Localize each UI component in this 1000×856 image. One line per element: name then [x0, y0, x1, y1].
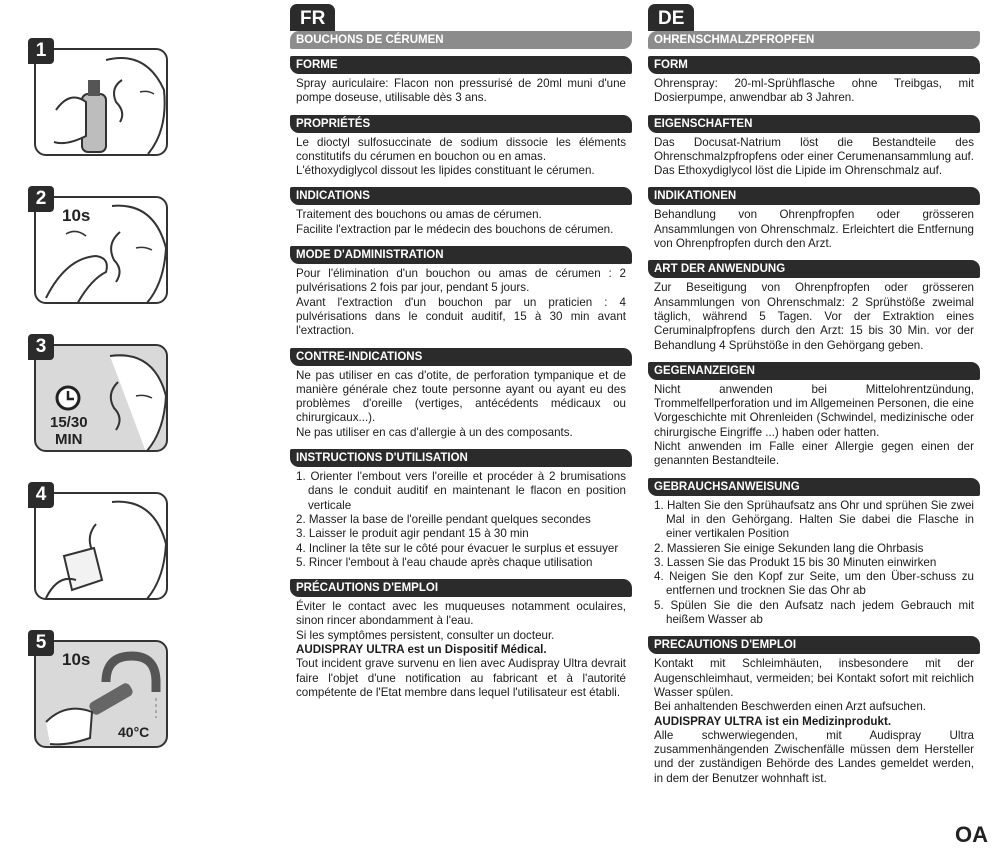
- medical-device-notice: AUDISPRAY ULTRA est un Dispositif Médical.: [296, 643, 547, 657]
- section-heading: EIGENSCHAFTEN: [648, 115, 980, 133]
- brand-logo: OA: [955, 822, 988, 847]
- list-item: 5. Spülen Sie die den Aufsatz nach jedem Gebrauch mit heißem Wasser ab: [654, 598, 974, 627]
- section-precautions: [290, 579, 632, 700]
- water-temperature: 40°C: [118, 724, 150, 740]
- section-text: Zur Beseitigung von Ohrenpfropfen oder grösseren Ansammlungen von Ohrenschmalz: 2 Sprühstöße zweimal täglich, während 5 Tagen. Vor der Extraktion eines Ceruminalpfropfens durch den Arzt: 15 bis 30 Min. vor der Behandlung 4 Sprühstöße in den Gehörgang geben.: [654, 281, 974, 352]
- section-indications: [290, 187, 632, 237]
- section-heading: FORME: [290, 56, 632, 74]
- list-item: 5. Rincer l'embout à l'eau chaude après chaque utilisation: [296, 555, 593, 569]
- section-heading: PRECAUTIONS D'EMPLOI: [648, 636, 980, 654]
- list-item: 1. Halten Sie den Sprühaufsatz ans Ohr und sprühen Sie zwei Mal in den Gehörgang. Halten Sie dabei die Flasche in einer vertikalen Position: [654, 498, 974, 541]
- language-tab-fr: FR: [290, 4, 335, 31]
- step-duration: 10s: [62, 650, 91, 669]
- step-number: 1: [28, 38, 54, 64]
- section-heading: GEGENANZEIGEN: [648, 362, 980, 380]
- product-title: OHRENSCHMALZPFROPFEN: [648, 31, 980, 49]
- step-4: [28, 482, 170, 600]
- section-text: Das Docusat-Natrium löst die Bestandteile des Ohrenschmalzpfropfens oder einer Cerumenansammlung auf. Das Ethoxydiglycol löst die Lipide im Ohrenschmalz auf.: [654, 135, 974, 178]
- list-item: 2. Massieren Sie einige Sekunden lang die Ohrbasis: [654, 541, 924, 555]
- step-duration: 15/30 MIN: [50, 414, 88, 448]
- list-item: 4. Neigen Sie den Kopf zur Seite, um den Über-schuss zu entfernen und trocknen Sie das Ohr ab: [654, 570, 974, 598]
- spray-in-ear-illustration: [36, 50, 168, 156]
- section-gebrauchsanweisung: [648, 478, 980, 628]
- section-text: Ne pas utiliser en cas d'allergie à un des composants.: [296, 425, 573, 439]
- section-text: Facilite l'extraction par le médecin des bouchons de cérumen.: [296, 222, 614, 236]
- section-contre-indications: [290, 348, 632, 440]
- section-text: L'éthoxydiglycol dissout les lipides constituant le cérumen.: [296, 164, 595, 178]
- section-text: Traitement des bouchons ou amas de cérumen.: [296, 208, 542, 222]
- step-number: 5: [28, 630, 54, 656]
- section-text: Behandlung von Ohrenpfropfen oder grösseren Ansammlungen von Ohrenschmalz. Erleichtert die Entfernung von Ohrenpfropfen durch den Arzt.: [654, 208, 974, 251]
- section-text: Avant l'extraction d'un bouchon par un praticien : 4 pulvérisations dans le conduit auditif, 15 à 30 min avant l'extraction.: [296, 295, 626, 338]
- step-3: [28, 334, 170, 452]
- section-heading: PRÉCAUTIONS D'EMPLOI: [290, 579, 632, 597]
- section-heading: GEBRAUCHSANWEISUNG: [648, 478, 980, 496]
- list-item: 3. Laisser le produit agir pendant 15 à 30 min: [296, 527, 529, 541]
- step-illustration: [34, 344, 168, 452]
- section-text: Éviter le contact avec les muqueuses notamment oculaires, sinon rincer abondamment à l'eau.: [296, 600, 626, 628]
- language-tab-de: DE: [648, 4, 694, 31]
- section-precautions: [648, 636, 980, 786]
- section-mode-administration: [290, 246, 632, 338]
- step-1: [28, 38, 170, 156]
- section-text: Tout incident grave survenu en lien avec Audispray Ultra devrait faire l'objet d'une notification au fabricant et à l'autorité compétente de l'Etat membre dans lequel l'utilisateur est établi.: [296, 657, 626, 699]
- wipe-ear-illustration: [36, 494, 168, 600]
- section-heading: PROPRIÉTÉS: [290, 115, 632, 133]
- step-5: [28, 630, 170, 748]
- step-number: 3: [28, 334, 54, 360]
- section-text: Kontakt mit Schleimhäuten, insbesondere mit der Augenschleimhaut, vermeiden; bei Kontakt sofort mit reichlich Wasser spülen.: [654, 657, 974, 699]
- section-text: Ohrenspray: 20-ml-Sprühflasche ohne Treibgas, mit Dosierpumpe, anwendbar ab 3 Jahren.: [654, 77, 974, 105]
- section-text: Spray auriculaire: Flacon non pressurisé de 20ml muni d'une pompe doseuse, utilisable dès 3 ans.: [296, 77, 626, 105]
- section-indikationen: [648, 187, 980, 251]
- step-2: [28, 186, 170, 304]
- section-heading: MODE D'ADMINISTRATION: [290, 246, 632, 264]
- step-number: 4: [28, 482, 54, 508]
- section-heading: FORM: [648, 56, 980, 74]
- list-item: 1. Orienter l'embout vers l'oreille et procéder à 2 brumisations dans le conduit auditif en maintenant le flacon en position verticale: [296, 470, 626, 512]
- section-text: Le dioctyl sulfosuccinate de sodium dissocie les éléments constitutifs du cérumen en bouchon ou en amas.: [296, 135, 626, 163]
- product-title: BOUCHONS DE CÉRUMEN: [290, 31, 632, 49]
- section-heading: CONTRE-INDICATIONS: [290, 348, 632, 366]
- section-heading: INDICATIONS: [290, 187, 632, 205]
- step-number: 2: [28, 186, 54, 212]
- section-heading: INSTRUCTIONS D'UTILISATION: [290, 449, 632, 467]
- step-illustration: [34, 196, 168, 304]
- section-art-der-anwendung: [648, 260, 980, 352]
- french-column: [290, 4, 632, 700]
- german-column: [648, 4, 980, 786]
- section-form: [648, 56, 980, 106]
- step-illustration: [34, 492, 168, 600]
- section-heading: INDIKATIONEN: [648, 187, 980, 205]
- section-heading: ART DER ANWENDUNG: [648, 260, 980, 278]
- step-illustration: [34, 48, 168, 156]
- list-item: 3. Lassen Sie das Produkt 15 bis 30 Minuten einwirken: [654, 555, 937, 569]
- section-text: Nicht anwenden im Falle einer Allergie gegen einen der genannten Bestandteile.: [654, 440, 974, 468]
- section-proprietes: [290, 115, 632, 179]
- section-instructions: [290, 449, 632, 570]
- section-forme: [290, 56, 632, 106]
- list-item: 4. Incliner la tête sur le côté pour évacuer le surplus et essuyer: [296, 541, 619, 555]
- section-text: Nicht anwenden bei Mittelohrentzündung, Trommelfellperforation und im Allgemeinen Personen, die eine Vorgeschichte mit Ohrenleiden (Schwindel, medizinische oder chirurgische Eingriffe ...) haben oder hatten.: [654, 382, 974, 439]
- section-eigenschaften: [648, 115, 980, 179]
- step-illustration: [34, 640, 168, 748]
- section-gegenanzeigen: [648, 362, 980, 469]
- section-text: Bei anhaltenden Beschwerden einen Arzt aufsuchen.: [654, 700, 926, 714]
- section-text: Ne pas utiliser en cas d'otite, de perforation tympanique et de manière générale chez toute personne ayant ou ayant eu des problèmes d'oreille (vertiges, antécédents médicaux ou chirurgicaux...).: [296, 368, 626, 425]
- massage-ear-illustration: [36, 198, 168, 304]
- section-text: Si les symptômes persistent, consulter un docteur.: [296, 628, 555, 642]
- section-text: Alle schwerwiegenden, mit Audispray Ultra zusammenhängenden Zwischenfälle müssen dem Hersteller und der zuständigen Behörde des Landes gemeldet werden, in dem der Benutzer wohnhaft ist.: [654, 728, 974, 785]
- list-item: 2. Masser la base de l'oreille pendant quelques secondes: [296, 512, 591, 526]
- step-duration: 10s: [62, 206, 91, 225]
- medical-device-notice: AUDISPRAY ULTRA ist ein Medizinprodukt.: [654, 714, 892, 728]
- section-text: Pour l'élimination d'un bouchon ou amas de cérumen : 2 pulvérisations 2 fois par jour, pendant 5 jours.: [296, 267, 626, 295]
